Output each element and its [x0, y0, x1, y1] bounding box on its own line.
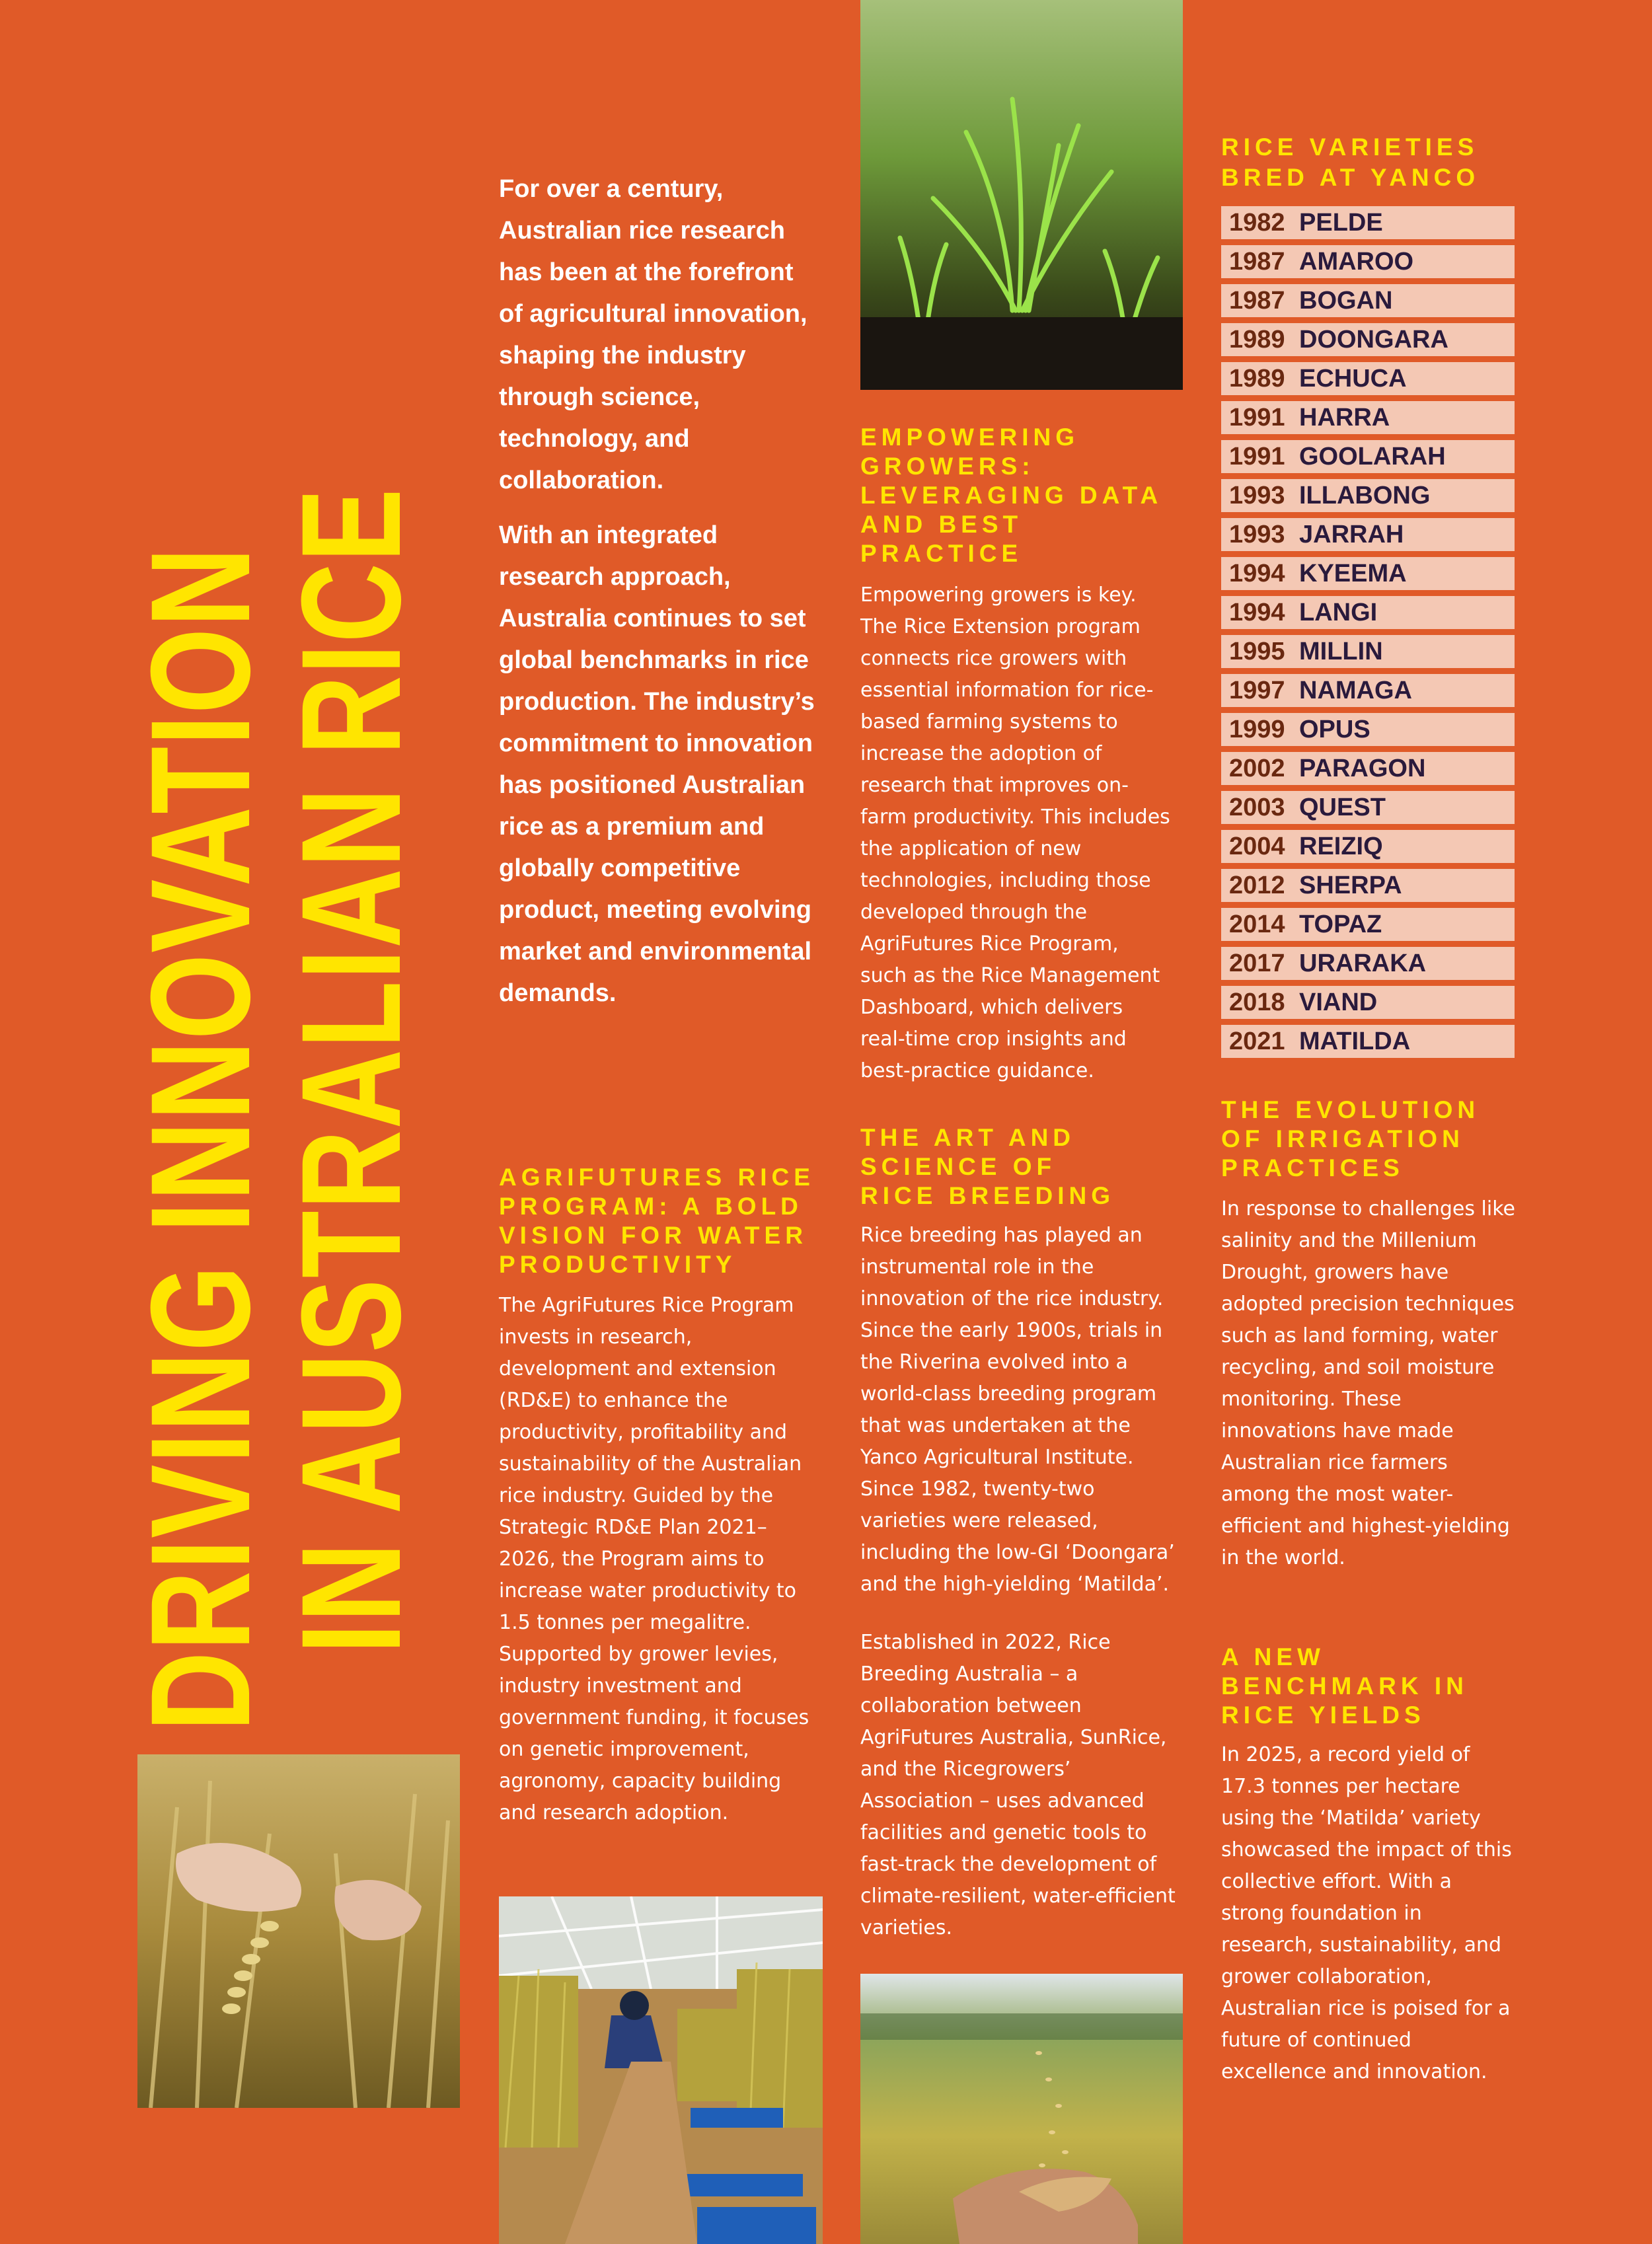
breeding-paragraph-1: Rice breeding has played an instrumental role in the innovation of the rice industry. Since the early 1900s, trials in the Riverina evolved into a world-class breeding program that was undertaken at the Yanco Agricultural Institute. Since 1982, twenty-two varieties were released, including the low-GI ‘Doongara’ and the high-yielding ‘Matilda’.	[860, 1224, 1175, 1596]
variety-name: DOONGARA	[1299, 325, 1448, 354]
variety-name: MATILDA	[1299, 1027, 1411, 1055]
variety-row	[1221, 1025, 1515, 1058]
empowering-body	[860, 580, 1171, 1113]
variety-year: 2004	[1229, 832, 1285, 860]
variety-year: 2014	[1229, 910, 1285, 938]
intro-paragraph-1: For over a century, Australian rice research has been at the forefront of agricultural innovation, shaping the industry through science, technology, and collaboration.	[499, 175, 807, 494]
headline-line-2: IN AUSTRALIAN RICE	[272, 487, 430, 1654]
variety-year: 2012	[1229, 871, 1285, 899]
agrifutures-heading: AGRIFUTURES RICE PROGRAM: A BOLD VISION FOR WATER PRODUCTIVITY	[499, 1164, 815, 1278]
variety-row	[1221, 674, 1515, 707]
variety-name: JARRAH	[1299, 520, 1404, 548]
empowering-heading: EMPOWERING GROWERS: LEVERAGING DATA AND BEST PRACTICE	[860, 424, 1162, 567]
variety-name: KYEEMA	[1299, 559, 1407, 587]
variety-row	[1221, 947, 1515, 980]
breeding-paragraph-2: Established in 2022, Rice Breeding Australia – a collaboration between AgriFutures Australia, SunRice, and the Ricegrowers’ Association – uses advanced facilities and genetic tools to fast-track the development of climate-resilient, water-efficient varieties.	[860, 1631, 1176, 1939]
variety-year: 1997	[1229, 676, 1285, 704]
variety-year: 1987	[1229, 286, 1285, 315]
variety-row	[1221, 752, 1515, 785]
variety-year: 1982	[1229, 208, 1285, 237]
variety-row	[1221, 284, 1515, 317]
intro-text	[499, 168, 816, 1028]
headline-block	[122, 73, 443, 1731]
variety-year: 1991	[1229, 442, 1285, 470]
variety-name: MILLIN	[1299, 637, 1383, 665]
agrifutures-paragraph: The AgriFutures Rice Program invests in research, development and extension (RD&E) to enhance the productivity, profitability and sustainability of the Australian rice industry. Guided by the Strategic RD&E Plan 2021–2026, the Program aims to increase water productivity to 1.5 tonnes per megalitre. Supported by grower levies, industry investment and government funding, it focuses on genetic improvement, agronomy, capacity building and research adoption.	[499, 1294, 809, 1824]
headline-line-1: DRIVING INNOVATION	[122, 546, 280, 1731]
variety-name: HARRA	[1299, 403, 1390, 431]
variety-name: ECHUCA	[1299, 364, 1407, 393]
photo-greenhouse	[499, 1896, 823, 2244]
variety-year: 1991	[1229, 403, 1285, 431]
variety-year: 1989	[1229, 364, 1285, 393]
agrifutures-body	[499, 1290, 809, 1855]
variety-year: 2018	[1229, 988, 1285, 1016]
variety-row	[1221, 830, 1515, 863]
headline	[122, 73, 443, 1731]
photo-rice-seedlings	[860, 0, 1183, 390]
breeding-heading: THE ART AND SCIENCE OF RICE BREEDING	[860, 1124, 1115, 1209]
variety-year: 1993	[1229, 481, 1285, 509]
variety-name: AMAROO	[1299, 247, 1414, 276]
variety-row	[1221, 986, 1515, 1019]
variety-row	[1221, 323, 1515, 356]
variety-row	[1221, 908, 1515, 941]
variety-year: 1993	[1229, 520, 1285, 548]
variety-year: 1987	[1229, 247, 1285, 276]
irrigation-paragraph: In response to challenges like salinity and the Millenium Drought, growers have adopted precision techniques such as land forming, water recycling, and soil moisture monitoring. These innovations have made Australian rice farmers among the most water-efficient and highest-yielding in the world.	[1221, 1197, 1515, 1569]
variety-year: 1999	[1229, 715, 1285, 743]
variety-name: OPUS	[1299, 715, 1370, 743]
irrigation-heading: THE EVOLUTION OF IRRIGATION PRACTICES	[1221, 1096, 1480, 1181]
empowering-paragraph: Empowering growers is key. The Rice Extension program connects rice growers with essential information for rice-based farming systems to increase the adoption of research that improves on-farm productivity. This includes the application of new technologies, including those developed through the AgriFutures Rice Program, such as the Rice Management Dashboard, which delivers real-time crop insights and best-practice guidance.	[860, 583, 1170, 1082]
variety-year: 2003	[1229, 793, 1285, 821]
photo-hands-grain	[860, 1974, 1183, 2244]
variety-row	[1221, 869, 1515, 902]
variety-row	[1221, 791, 1515, 824]
variety-name: BOGAN	[1299, 286, 1393, 315]
variety-year: 1995	[1229, 637, 1285, 665]
benchmark-body	[1221, 1739, 1519, 2114]
variety-name: REIZIQ	[1299, 832, 1383, 860]
breeding-body	[860, 1220, 1184, 1970]
variety-row	[1221, 557, 1515, 590]
benchmark-heading: A NEW BENCHMARK IN RICE YIELDS	[1221, 1643, 1468, 1729]
varieties-heading: RICE VARIETIES BRED AT YANCO	[1221, 133, 1480, 191]
variety-name: QUEST	[1299, 793, 1386, 821]
variety-name: URARAKA	[1299, 949, 1427, 977]
variety-row	[1221, 206, 1515, 239]
variety-year: 2017	[1229, 949, 1285, 977]
variety-row	[1221, 518, 1515, 551]
variety-name: ILLABONG	[1299, 481, 1431, 509]
variety-name: PARAGON	[1299, 754, 1426, 782]
variety-year: 1994	[1229, 559, 1285, 587]
variety-year: 2021	[1229, 1027, 1285, 1055]
variety-row	[1221, 713, 1515, 746]
irrigation-body	[1221, 1193, 1519, 1600]
variety-name: VIAND	[1299, 988, 1378, 1016]
variety-row	[1221, 635, 1515, 668]
variety-name: PELDE	[1299, 208, 1383, 237]
variety-row	[1221, 596, 1515, 629]
variety-name: GOOLARAH	[1299, 442, 1446, 470]
variety-name: TOPAZ	[1299, 910, 1382, 938]
variety-year: 1989	[1229, 325, 1285, 354]
variety-name: NAMAGA	[1299, 676, 1412, 704]
variety-row	[1221, 245, 1515, 278]
intro-paragraph-2: With an integrated research approach, Australia continues to set global benchmarks in rice production. The industry’s commitment to innovation has positioned Australian rice as a premium and globally competitive product, meeting evolving market and environmental demands.	[499, 521, 815, 1007]
benchmark-paragraph: In 2025, a record yield of 17.3 tonnes per hectare using the ‘Matilda’ variety showcased the impact of this collective effort. With a strong foundation in research, sustainability, and grower collaboration, Australian rice is poised for a future of continued excellence and innovation.	[1221, 1743, 1512, 2083]
variety-year: 1994	[1229, 598, 1285, 626]
photo-hands-rice-heads	[137, 1754, 460, 2108]
variety-row	[1221, 362, 1515, 395]
variety-row	[1221, 479, 1515, 512]
variety-row	[1221, 401, 1515, 434]
variety-row	[1221, 440, 1515, 473]
variety-year: 2002	[1229, 754, 1285, 782]
varieties-table	[1221, 206, 1515, 1064]
variety-name: SHERPA	[1299, 871, 1402, 899]
variety-name: LANGI	[1299, 598, 1378, 626]
